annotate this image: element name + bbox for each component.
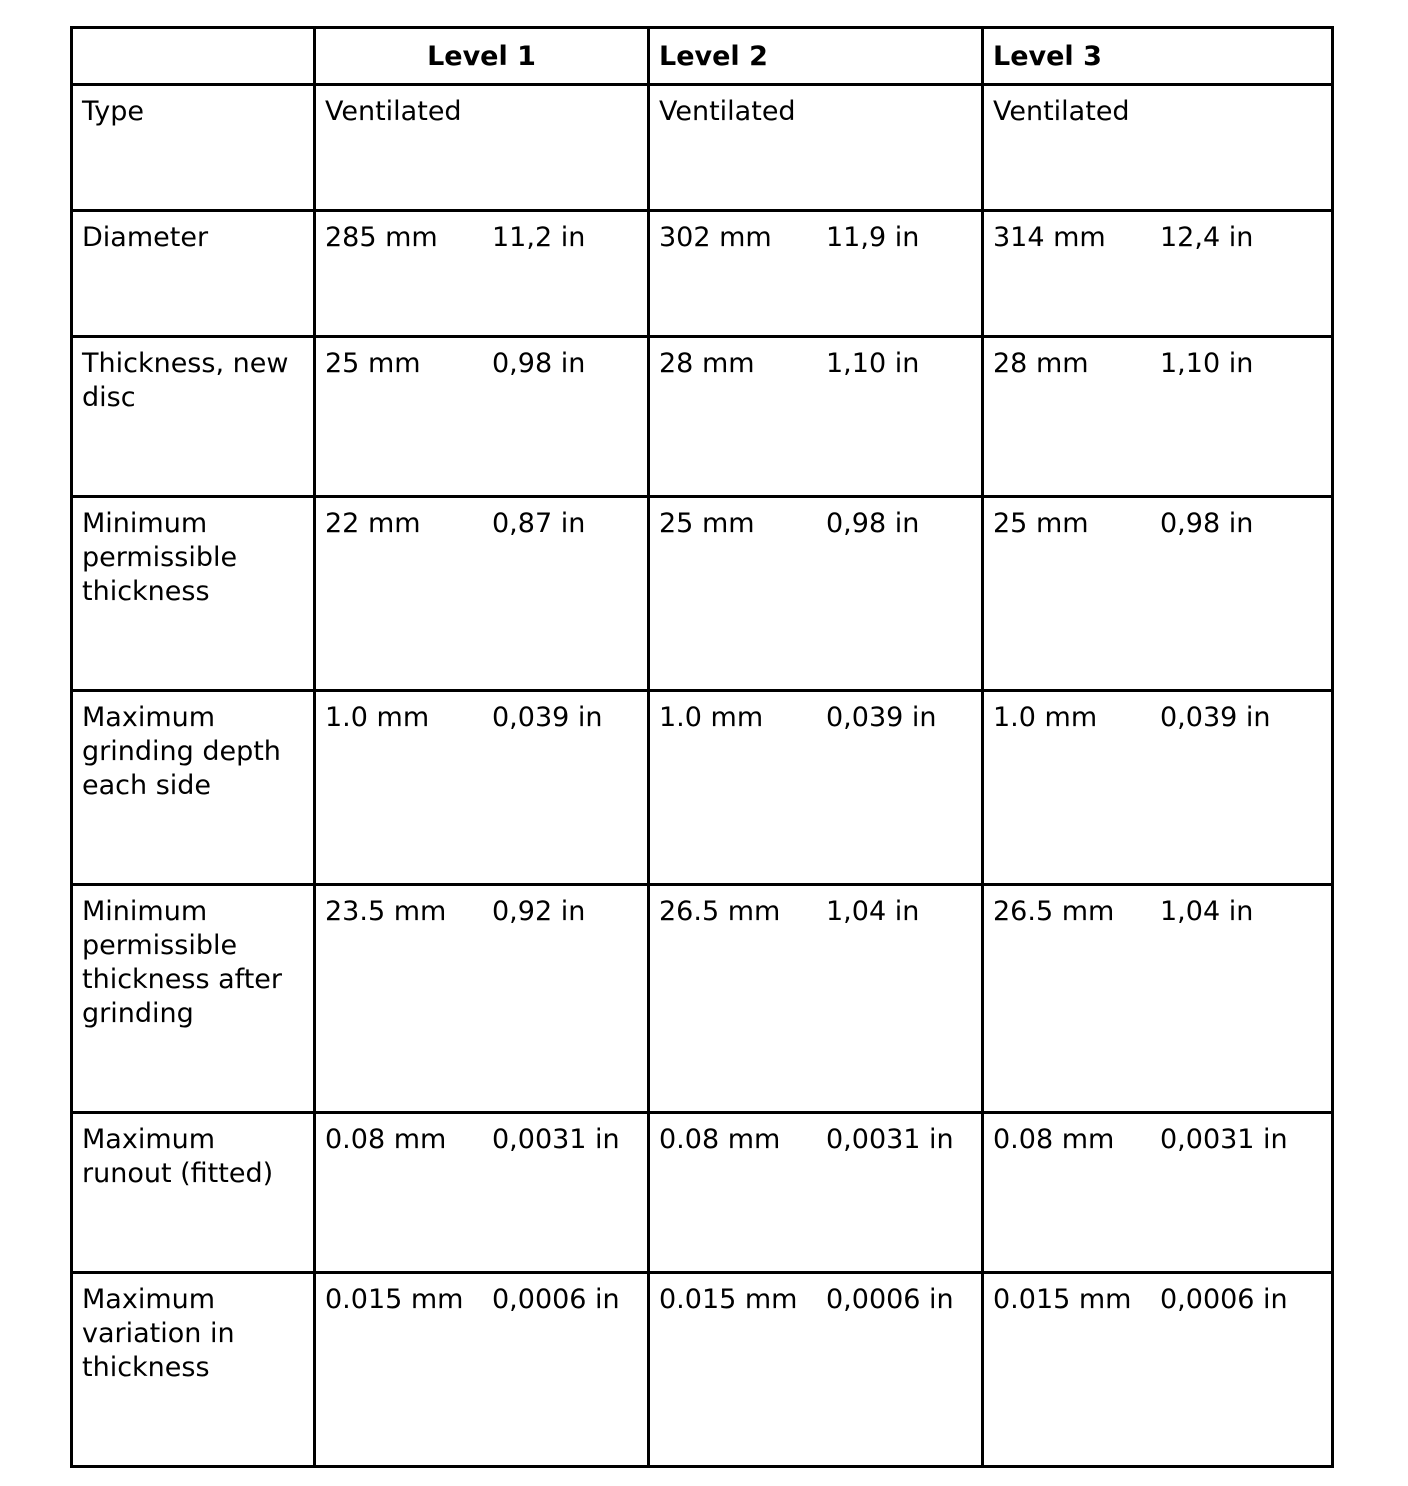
row-min-thickness [72,497,1333,691]
after-grinding-level-3 [983,885,1333,1113]
runout-level-2 [649,1113,983,1273]
row-label: Minimum permissible thickness [72,497,315,691]
value-mm: 25 mm [325,348,421,379]
value-in: 0,0006 in [492,1284,620,1315]
value-mm: 302 mm [659,222,772,253]
thickness-new-level-2 [649,337,983,497]
after-grinding-level-2 [649,885,983,1113]
runout-level-3 [983,1113,1333,1273]
value-mm: 314 mm [993,222,1106,253]
row-label: Type [72,85,315,211]
row-label: Maximum variation in thickness [72,1273,315,1467]
value-mm: 0.08 mm [659,1124,781,1155]
value-in: 0,039 in [492,702,603,733]
row-label: Minimum permissible thickness after grinding [72,885,315,1113]
value-in: 0,87 in [492,508,586,539]
header-row [72,28,1333,85]
header-level-2: Level 2 [649,28,983,85]
value-in: 0,0006 in [1160,1284,1288,1315]
thickness-new-level-1 [315,337,649,497]
type-level-3: Ventilated [983,85,1333,211]
value-mm: 28 mm [659,348,755,379]
value-mm: 25 mm [993,508,1089,539]
value-mm: 0.015 mm [993,1284,1132,1315]
brake-disc-spec-table [70,26,1334,1468]
value-mm: 0.015 mm [325,1284,464,1315]
row-diameter [72,211,1333,337]
value-in: 11,9 in [826,222,920,253]
row-max-runout [72,1113,1333,1273]
row-thickness-new [72,337,1333,497]
variation-level-2 [649,1273,983,1467]
value-mm: 1.0 mm [325,702,430,733]
min-thickness-level-3 [983,497,1333,691]
row-label: Thickness, new disc [72,337,315,497]
row-label: Maximum grinding depth each side [72,691,315,885]
header-level-3: Level 3 [983,28,1333,85]
value-in: 0,039 in [826,702,937,733]
row-label: Diameter [72,211,315,337]
value-mm: 0.015 mm [659,1284,798,1315]
value-in: 0,0031 in [1160,1124,1288,1155]
value-in: 0,98 in [826,508,920,539]
value-in: 0,039 in [1160,702,1271,733]
value-mm: 22 mm [325,508,421,539]
value-in: 1,10 in [826,348,920,379]
row-max-grinding-depth [72,691,1333,885]
min-thickness-level-1 [315,497,649,691]
grinding-depth-level-1 [315,691,649,885]
grinding-depth-level-3 [983,691,1333,885]
value-in: 0,92 in [492,896,586,927]
value-mm: 28 mm [993,348,1089,379]
type-level-2: Ventilated [649,85,983,211]
header-blank-cell [72,28,315,85]
thickness-new-level-3 [983,337,1333,497]
value-in: 1,04 in [1160,896,1254,927]
value-mm: 26.5 mm [659,896,781,927]
value-mm: 285 mm [325,222,438,253]
value-mm: 25 mm [659,508,755,539]
value-in: 0,0031 in [826,1124,954,1155]
diameter-level-2 [649,211,983,337]
grinding-depth-level-2 [649,691,983,885]
min-thickness-level-2 [649,497,983,691]
value-in: 12,4 in [1160,222,1254,253]
value-in: 0,98 in [1160,508,1254,539]
row-type [72,85,1333,211]
value-mm: 1.0 mm [993,702,1098,733]
after-grinding-level-1 [315,885,649,1113]
variation-level-3 [983,1273,1333,1467]
diameter-level-1 [315,211,649,337]
value-mm: 26.5 mm [993,896,1115,927]
value-in: 1,10 in [1160,348,1254,379]
runout-level-1 [315,1113,649,1273]
type-level-1: Ventilated [315,85,649,211]
row-min-thickness-after-grinding [72,885,1333,1113]
value-in: 1,04 in [826,896,920,927]
row-label: Maximum runout (fitted) [72,1113,315,1273]
value-in: 0,98 in [492,348,586,379]
value-in: 11,2 in [492,222,586,253]
value-mm: 0.08 mm [325,1124,447,1155]
value-mm: 23.5 mm [325,896,447,927]
diameter-level-3 [983,211,1333,337]
value-mm: 1.0 mm [659,702,764,733]
value-in: 0,0031 in [492,1124,620,1155]
row-max-thickness-variation [72,1273,1333,1467]
variation-level-1 [315,1273,649,1467]
value-mm: 0.08 mm [993,1124,1115,1155]
value-in: 0,0006 in [826,1284,954,1315]
header-level-1: Level 1 [315,28,649,85]
